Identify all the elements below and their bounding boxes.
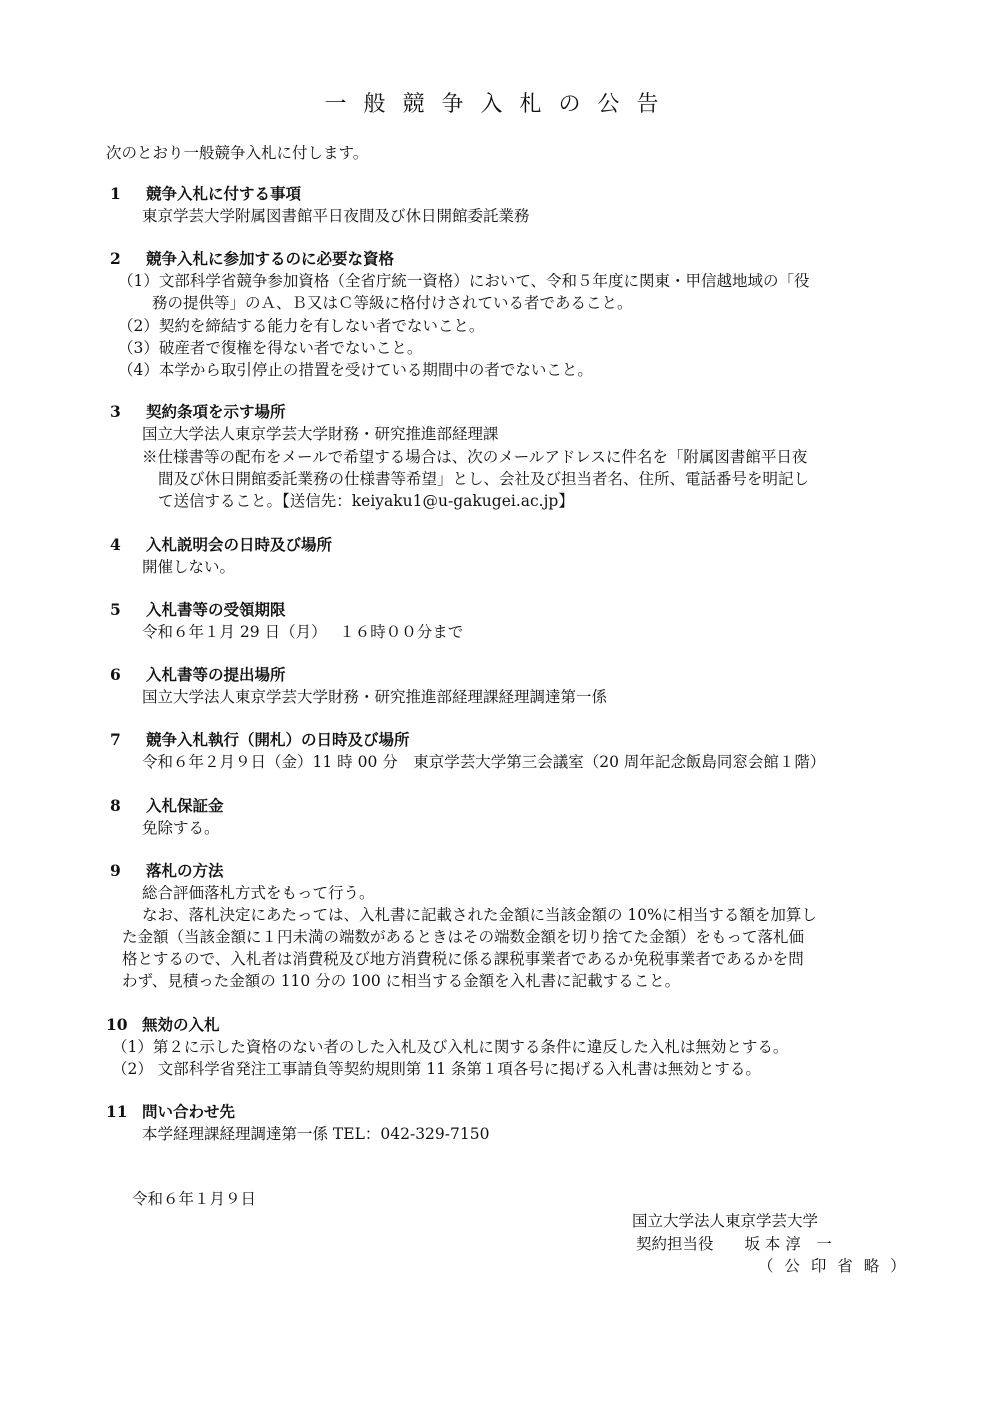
section-3-heading: [110, 401, 286, 423]
section-11-number: 11: [106, 1102, 128, 1121]
section-4-heading: [110, 534, 332, 556]
section-2-number: 2: [110, 249, 121, 268]
section-1-heading: [110, 183, 301, 205]
section-11-body: 本学経理課経理調達第一係 TEL：042-329-7150: [142, 1125, 490, 1143]
section-4-title: 入札説明会の日時及び場所: [146, 535, 333, 554]
section-1-title: 競争入札に付する事項: [146, 184, 302, 203]
section-7-title: 競争入札執行（開札）の日時及び場所: [146, 730, 410, 749]
section-6-title: 入札書等の提出場所: [146, 665, 286, 684]
section-9-number: 9: [110, 861, 121, 880]
section-8-body: 免除する。: [142, 819, 220, 837]
section-9-paragraph-line-3: 格とするので、入札者は消費税及び地方消費税に係る課税事業者であるか免税事業者であるかを問: [122, 950, 804, 968]
section-2-item-3: （3）破産者で復権を得ない者でないこと。: [118, 339, 423, 357]
section-7-number: 7: [110, 730, 121, 749]
section-3-note-line-1: ※仕様書等の配布をメールで希望する場合は、次のメールアドレスに件名を「附属図書館平日夜: [142, 448, 808, 466]
section-9-paragraph-line-4: わず、見積った金額の 110 分の 100 に相当する金額を入札書に記載すること。: [122, 972, 681, 990]
section-8-heading: [110, 795, 224, 817]
section-5-body: 令和６年１月 29 日（月） １６時００分まで: [142, 623, 464, 641]
issuer-signatory: 契約担当役 坂 本 淳 一: [636, 1235, 832, 1253]
section-3-number: 3: [110, 402, 121, 421]
section-2-title: 競争入札に参加するのに必要な資格: [146, 249, 395, 268]
issuer-organization: 国立大学法人東京学芸大学: [632, 1212, 819, 1230]
section-2-item-1-line-2: 務の提供等」のＡ、Ｂ又はＣ等級に格付けされている者であること。: [152, 294, 633, 312]
section-3-note-line-3: て送信すること。【送信先：keiyaku1@u-gakugei.ac.jp】: [158, 492, 574, 510]
section-7-heading: [110, 729, 410, 751]
section-7-body: 令和６年２月９日（金）11 時 00 分 東京学芸大学第三会議室（20 周年記念飯島同窓会館１階）: [142, 753, 826, 771]
section-8-title: 入札保証金: [146, 796, 224, 815]
section-10-item-1: （1）第２に示した資格のない者のした入札及び入札に関する条件に違反した入札は無効とする。: [112, 1038, 789, 1056]
section-4-number: 4: [110, 535, 121, 554]
section-2-item-1-line-1: （1）文部科学省競争参加資格（全省庁統一資格）において、令和５年度に関東・甲信越地域の「役: [118, 272, 810, 290]
issue-date: 令和６年１月９日: [132, 1190, 257, 1208]
section-9-title: 落札の方法: [146, 861, 224, 880]
section-9-paragraph-line-2: た金額（当該金額に１円未満の端数があるときはその端数金額を切り捨てた金額）をもって落札価: [122, 928, 805, 946]
section-8-number: 8: [110, 796, 121, 815]
section-4-body: 開催しない。: [142, 558, 236, 576]
section-5-number: 5: [110, 600, 121, 619]
section-3-title: 契約条項を示す場所: [146, 402, 286, 421]
section-6-number: 6: [110, 665, 121, 684]
section-1-number: 1: [110, 184, 121, 203]
section-10-heading: [106, 1014, 220, 1036]
section-5-title: 入札書等の受領期限: [146, 600, 286, 619]
section-11-heading: [106, 1101, 235, 1123]
section-2-heading: [110, 248, 394, 270]
seal-omitted-note: （ 公 印 省 略 ）: [758, 1257, 909, 1275]
section-9-paragraph-line-1: なお、落札決定にあたっては、入札書に記載された金額に当該金額の 10%に相当する額を加算し: [142, 906, 817, 924]
intro-text: 次のとおり一般競争入札に付します。: [106, 144, 369, 162]
section-10-item-2: （2） 文部科学省発注工事請負等契約規則第 11 条第１項各号に掲げる入札書は無効とする。: [112, 1060, 761, 1078]
page-title: 一般競争入札の公告: [324, 92, 676, 117]
section-1-body: 東京学芸大学附属図書館平日夜間及び休日開館委託業務: [142, 207, 530, 225]
section-2-item-2: （2）契約を締結する能力を有しない者でないこと。: [118, 317, 485, 335]
section-5-heading: [110, 599, 286, 621]
section-11-title: 問い合わせ先: [142, 1102, 236, 1121]
section-10-title: 無効の入札: [142, 1015, 220, 1034]
section-3-note-line-2: 間及び休日開館委託業務の仕様書等希望」とし、会社及び担当者名、住所、電話番号を明記し: [158, 470, 810, 488]
section-6-body: 国立大学法人東京学芸大学財務・研究推進部経理課経理調達第一係: [142, 688, 608, 706]
section-2-item-4: （4）本学から取引停止の措置を受けている期間中の者でないこと。: [118, 361, 593, 379]
section-9-body: 総合評価落札方式をもって行う。: [142, 884, 375, 902]
section-9-heading: [110, 860, 224, 882]
section-3-body: 国立大学法人東京学芸大学財務・研究推進部経理課: [142, 425, 499, 443]
section-6-heading: [110, 664, 286, 686]
section-10-number: 10: [106, 1015, 128, 1034]
